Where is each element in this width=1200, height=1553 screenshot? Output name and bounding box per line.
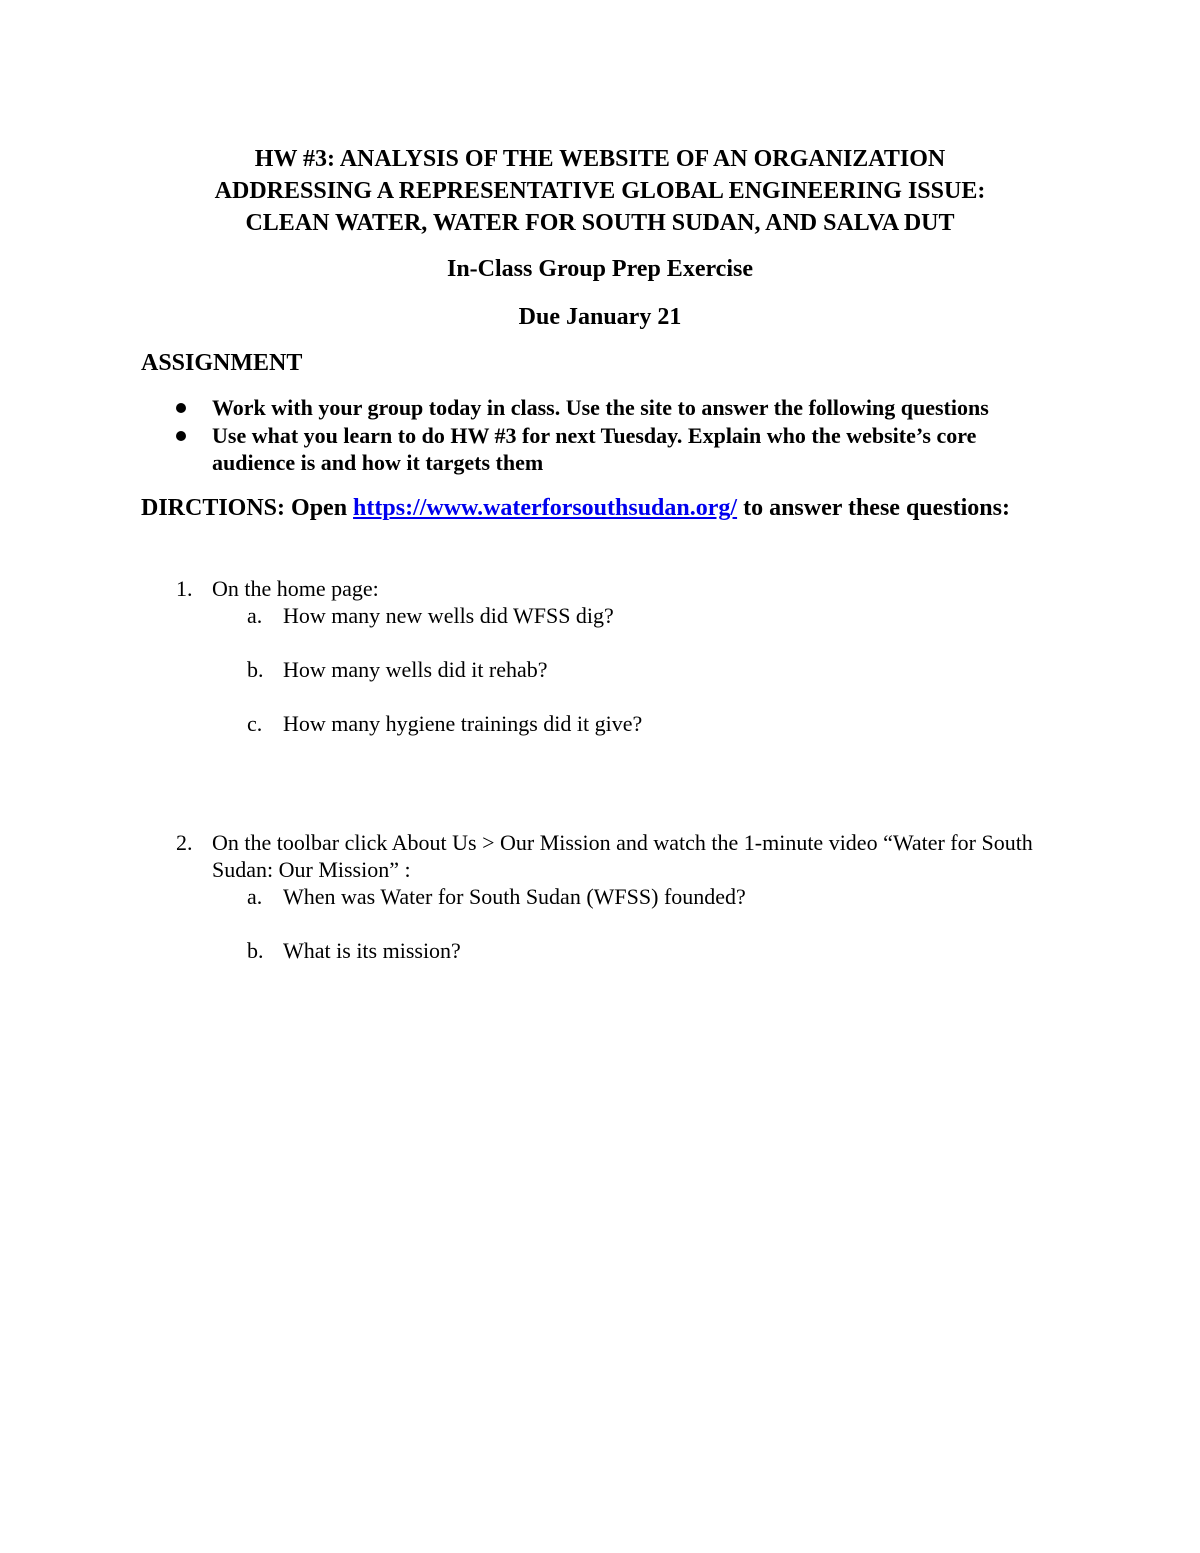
directions-prefix: DIRCTIONS: Open	[141, 495, 354, 521]
directions-paragraph	[141, 491, 1061, 525]
sub-question-text: How many new wells did WFSS dig?	[283, 603, 614, 628]
title-line-2: ADDRESSING A REPRESENTATIVE GLOBAL ENGINEERING ISSUE:	[214, 178, 986, 204]
question-number: 2.	[176, 830, 193, 855]
bullet-dot-icon	[176, 403, 186, 413]
sub-question-item	[212, 602, 1081, 629]
sub-question-letter: b.	[247, 938, 264, 963]
bullet-text: Use what you learn to do HW #3 for next Tuesday. Explain who the website’s core audience is and how it targets them	[212, 422, 977, 475]
bullet-text: Work with your group today in class. Use the site to answer the following questions	[212, 395, 989, 420]
due-date: Due January 21	[518, 304, 682, 330]
sub-question-letter: a.	[247, 603, 263, 628]
sub-question-text: How many wells did it rehab?	[283, 657, 548, 682]
assignment-bullet-list	[141, 394, 1061, 477]
sub-question-letter: a.	[247, 884, 263, 909]
sub-question-list	[212, 602, 1081, 737]
sub-question-text: What is its mission?	[283, 938, 461, 963]
directions-suffix: to answer these questions:	[737, 495, 1010, 521]
assignment-heading: ASSIGNMENT	[141, 350, 303, 376]
title-line-3: CLEAN WATER, WATER FOR SOUTH SUDAN, AND SALVA DUT	[245, 210, 955, 236]
question-text: On the home page:	[212, 576, 379, 601]
question-number: 1.	[176, 576, 193, 601]
bullet-dot-icon	[176, 431, 186, 441]
website-link[interactable]: https://www.waterforsouthsudan.org/	[353, 495, 738, 521]
title-line-1: HW #3: ANALYSIS OF THE WEBSITE OF AN ORGANIZATION	[254, 146, 946, 172]
sub-question-item	[212, 883, 1081, 910]
question-item-1	[141, 575, 1081, 737]
sub-question-item	[212, 656, 1081, 683]
bullet-item	[141, 422, 1061, 477]
sub-question-letter: b.	[247, 657, 264, 682]
question-item-2	[141, 829, 1081, 964]
bullet-item	[141, 394, 1061, 422]
sub-question-item	[212, 937, 1081, 964]
sub-question-letter: c.	[247, 711, 263, 736]
sub-question-text: How many hygiene trainings did it give?	[283, 711, 643, 736]
sub-question-list	[212, 883, 1081, 964]
document-subtitle: In-Class Group Prep Exercise	[446, 256, 753, 282]
sub-question-item	[212, 710, 1081, 737]
question-list-2	[141, 829, 1081, 991]
question-text: On the toolbar click About Us > Our Mission and watch the 1-minute video “Water for South Sudan: Our Mission” :	[212, 830, 1033, 882]
document-title	[100, 143, 1100, 239]
question-list-1	[141, 575, 1081, 764]
sub-question-text: When was Water for South Sudan (WFSS) founded?	[283, 884, 746, 909]
